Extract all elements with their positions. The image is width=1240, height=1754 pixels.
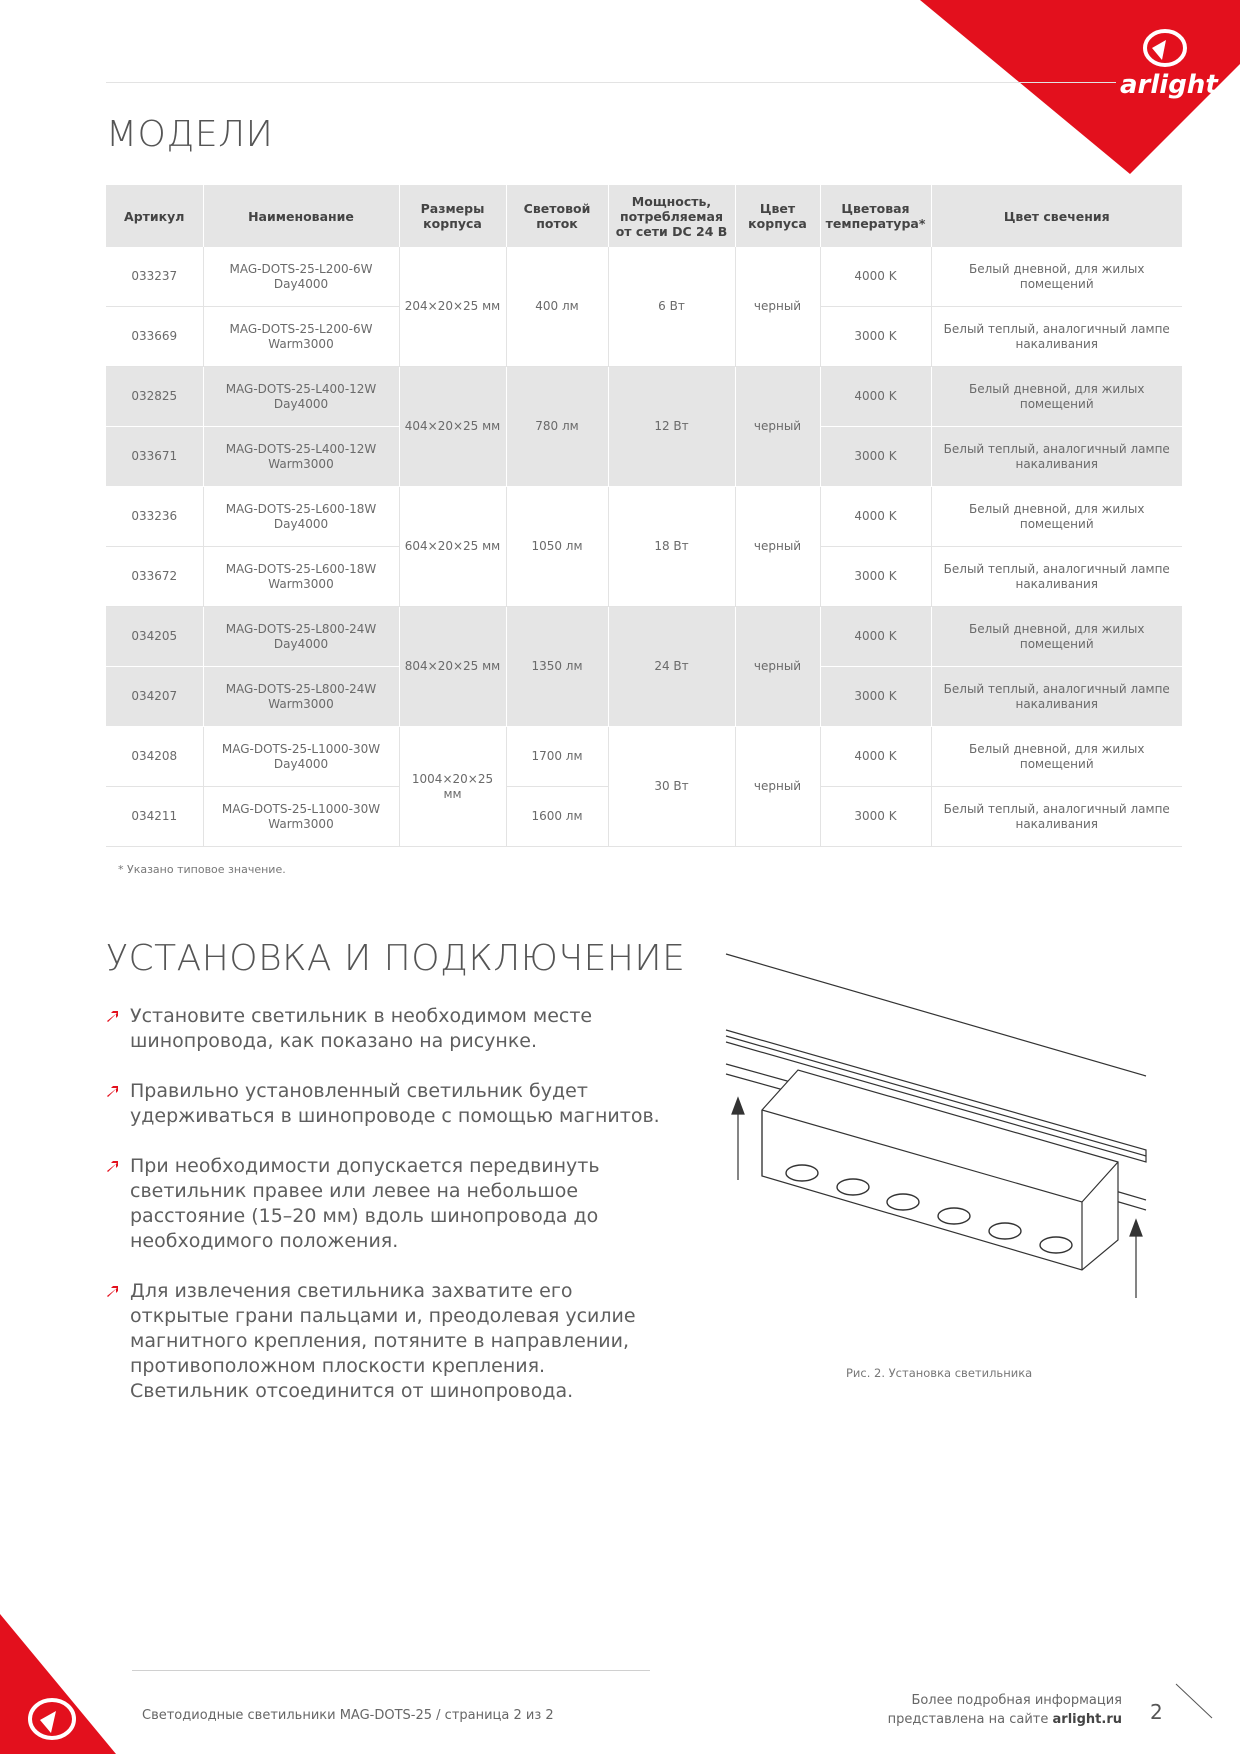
corner-logo-small — [0, 1614, 120, 1754]
table-header-row — [106, 185, 1182, 247]
header-name: Наименование — [203, 185, 399, 247]
footer-divider — [132, 1670, 650, 1671]
temp-cell: 4000 K — [820, 367, 931, 427]
glow-cell: Белый дневной, для жилых помещений — [931, 727, 1182, 787]
name-cell: MAG-DOTS-25-L600-18W Day4000 — [203, 487, 399, 547]
page-slash-decoration — [1174, 1682, 1214, 1722]
bullet-arrow-icon — [106, 1010, 119, 1022]
header-power: Мощность, потребляемая от сети DC 24 В — [608, 185, 735, 247]
bullet-arrow-icon — [106, 1285, 119, 1297]
table-row — [106, 487, 1182, 547]
size-cell: 604×20×25 мм — [399, 487, 506, 607]
power-cell: 24 Вт — [608, 607, 735, 727]
models-title: МОДЕЛИ — [106, 114, 274, 155]
article-cell: 033669 — [106, 307, 203, 367]
header-glow-color: Цвет свечения — [931, 185, 1182, 247]
flux-cell: 1350 лм — [506, 607, 608, 727]
glow-cell: Белый дневной, для жилых помещений — [931, 607, 1182, 667]
glow-cell: Белый дневной, для жилых помещений — [931, 247, 1182, 307]
list-item: При необходимости допускается передвинуть светильник правее или левее на небольшое расстояние (15–20 мм) вдоль шинопровода до необходимого положения. — [106, 1154, 666, 1254]
name-cell: MAG-DOTS-25-L800-24W Day4000 — [203, 607, 399, 667]
footer-site-link[interactable]: arlight.ru — [1052, 1712, 1122, 1727]
name-cell: MAG-DOTS-25-L600-18W Warm3000 — [203, 547, 399, 607]
body-color-cell: черный — [735, 607, 820, 727]
name-cell: MAG-DOTS-25-L1000-30W Warm3000 — [203, 787, 399, 847]
name-cell: MAG-DOTS-25-L400-12W Warm3000 — [203, 427, 399, 487]
name-cell: MAG-DOTS-25-L400-12W Day4000 — [203, 367, 399, 427]
power-cell: 18 Вт — [608, 487, 735, 607]
table-row — [106, 247, 1182, 307]
size-cell: 404×20×25 мм — [399, 367, 506, 487]
size-cell: 1004×20×25 мм — [399, 727, 506, 847]
name-cell: MAG-DOTS-25-L800-24W Warm3000 — [203, 667, 399, 727]
article-cell: 034207 — [106, 667, 203, 727]
list-item: Правильно установленный светильник будет удерживаться в шинопроводе с помощью магнитов. — [106, 1079, 666, 1129]
name-cell: MAG-DOTS-25-L200-6W Warm3000 — [203, 307, 399, 367]
temp-cell: 3000 K — [820, 667, 931, 727]
footer-document-title: Светодиодные светильники MAG-DOTS-25 / страница 2 из 2 — [142, 1708, 554, 1723]
table-row — [106, 727, 1182, 787]
list-item: Установите светильник в необходимом месте шинопровода, как показано на рисунке. — [106, 1004, 666, 1054]
temp-cell: 3000 K — [820, 307, 931, 367]
name-cell: MAG-DOTS-25-L200-6W Day4000 — [203, 247, 399, 307]
header-flux: Световой поток — [506, 185, 608, 247]
article-cell: 034208 — [106, 727, 203, 787]
flux-cell: 780 лм — [506, 367, 608, 487]
size-cell: 804×20×25 мм — [399, 607, 506, 727]
article-cell: 033237 — [106, 247, 203, 307]
flux-cell: 1600 лм — [506, 787, 608, 847]
temp-cell: 4000 K — [820, 727, 931, 787]
header-color-temp: Цветовая температура* — [820, 185, 931, 247]
logo-text: arlight — [1120, 70, 1218, 100]
glow-cell: Белый теплый, аналогичный лампе накаливания — [931, 547, 1182, 607]
temp-cell: 4000 K — [820, 487, 931, 547]
header-size: Размеры корпуса — [399, 185, 506, 247]
article-cell: 033671 — [106, 427, 203, 487]
bullet-arrow-icon — [106, 1160, 119, 1172]
article-cell: 033236 — [106, 487, 203, 547]
glow-cell: Белый теплый, аналогичный лампе накаливания — [931, 787, 1182, 847]
table-row — [106, 367, 1182, 427]
bullet-arrow-icon — [106, 1085, 119, 1097]
power-cell: 6 Вт — [608, 247, 735, 367]
glow-cell: Белый теплый, аналогичный лампе накаливания — [931, 307, 1182, 367]
figure-caption: Рис. 2. Установка светильника — [846, 1366, 1033, 1380]
flux-cell: 400 лм — [506, 247, 608, 367]
article-cell: 034211 — [106, 787, 203, 847]
footer-info: Более подробная информация представлена на сайте arlight.ru — [887, 1693, 1122, 1727]
body-color-cell: черный — [735, 727, 820, 847]
temp-cell: 4000 K — [820, 247, 931, 307]
header-article: Артикул — [106, 185, 203, 247]
temp-cell: 4000 K — [820, 607, 931, 667]
corner-logo-banner — [920, 0, 1240, 180]
glow-cell: Белый дневной, для жилых помещений — [931, 487, 1182, 547]
list-item: Для извлечения светильника захватите его открытые грани пальцами и, преодолевая усилие магнитного крепления, потяните в направлении, противоположном плоскости крепления. Светильник отсоединится от шинопровода. — [106, 1279, 666, 1404]
glow-cell: Белый дневной, для жилых помещений — [931, 367, 1182, 427]
table-footnote: * Указано типовое значение. — [118, 863, 286, 876]
article-cell: 034205 — [106, 607, 203, 667]
size-cell: 204×20×25 мм — [399, 247, 506, 367]
page-number: 2 — [1150, 1700, 1163, 1724]
table-row — [106, 607, 1182, 667]
models-table — [106, 185, 1182, 847]
temp-cell: 3000 K — [820, 547, 931, 607]
body-color-cell: черный — [735, 487, 820, 607]
temp-cell: 3000 K — [820, 787, 931, 847]
flux-cell: 1700 лм — [506, 727, 608, 787]
install-steps — [106, 1004, 666, 1429]
name-cell: MAG-DOTS-25-L1000-30W Day4000 — [203, 727, 399, 787]
glow-cell: Белый теплый, аналогичный лампе накаливания — [931, 667, 1182, 727]
temp-cell: 3000 K — [820, 427, 931, 487]
installation-figure — [722, 940, 1150, 1310]
install-title: УСТАНОВКА И ПОДКЛЮЧЕНИЕ — [106, 938, 686, 979]
flux-cell: 1050 лм — [506, 487, 608, 607]
power-cell: 12 Вт — [608, 367, 735, 487]
glow-cell: Белый теплый, аналогичный лампе накаливания — [931, 427, 1182, 487]
article-cell: 032825 — [106, 367, 203, 427]
body-color-cell: черный — [735, 247, 820, 367]
header-body-color: Цвет корпуса — [735, 185, 820, 247]
body-color-cell: черный — [735, 367, 820, 487]
article-cell: 033672 — [106, 547, 203, 607]
top-divider — [106, 82, 1116, 83]
power-cell: 30 Вт — [608, 727, 735, 847]
